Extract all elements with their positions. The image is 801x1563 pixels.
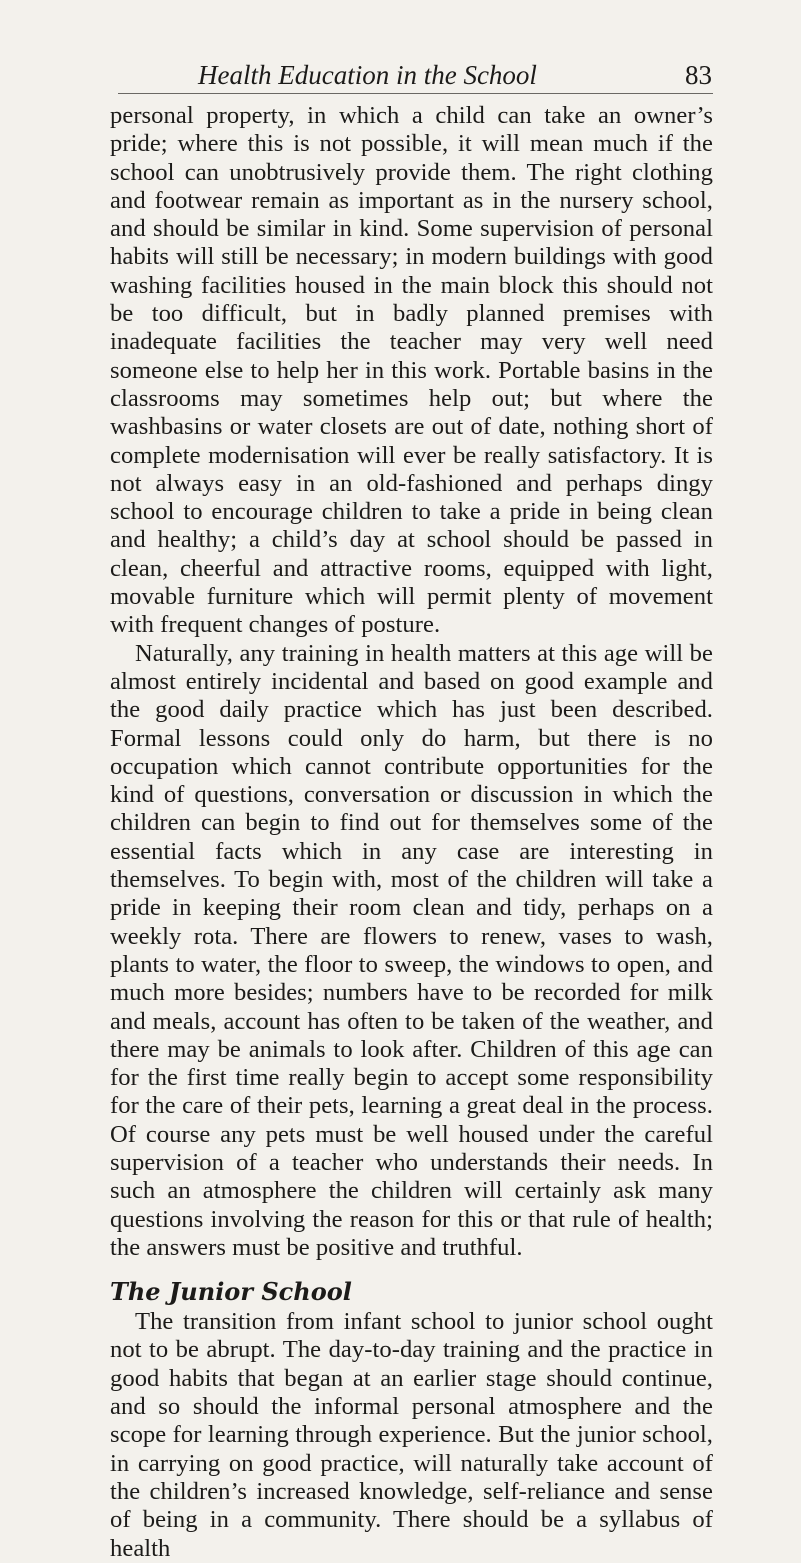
paragraph-continued: personal property, in which a child can take an owner’s pride; where this is not possible, it will mean much if the school can unobtrusively provide them. The right clothing and footwear remain as important as in the nursery school, and should be similar in kind. Some supervision of personal habits will still be necessary; in modern buildings with good washing facilities housed in the main block this should not be too difficult, but in badly planned premises with inadequate facilities the teacher may very well need someone else to help her in this work. Portable basins in the classrooms may sometimes help out; but where the washbasins or water closets are out of date, nothing short of complete modernisation will ever be really satisfactory. It is not always easy in an old-fashioned and perhaps dingy school to encourage children to take a pride in being clean and healthy; a child’s day at school should be passed in clean, cheerful and attractive rooms, equipped with light, movable furniture which will permit plenty of movement with frequent changes of posture. bbox=[110, 102, 713, 639]
running-title: Health Education in the School bbox=[198, 60, 537, 90]
paragraph-junior-school: The transition from infant school to junior school ought not to be abrupt. The day-to-day training and the practice in good habits that began at an earlier stage should continue, and so should the informal personal atmosphere and the scope for learning through experience. But the junior school, in carrying on good practice, will naturally take account of the children’s increased knowledge, self-reliance and sense of being in a community. There should be a syllabus of health bbox=[110, 1308, 713, 1562]
section-heading: The Junior School bbox=[110, 1277, 352, 1307]
body-text bbox=[110, 102, 713, 1563]
page-number: 83 bbox=[685, 60, 712, 90]
header-rule bbox=[118, 93, 713, 94]
running-header bbox=[198, 58, 712, 92]
paragraph-health-training: Naturally, any training in health matters at this age will be almost entirely incidental and based on good example and the good daily practice which has just been described. Formal lessons could only do harm, but there is no occupation which cannot contribute opportunities for the kind of questions, conversation or discussion in which the children can begin to find out for themselves some of the essential facts which in any case are interesting in themselves. To begin with, most of the children will take a pride in keeping their room clean and tidy, perhaps on a weekly rota. There are flowers to renew, vases to wash, plants to water, the floor to sweep, the windows to open, and much more besides; numbers have to be recorded for milk and meals, account has often to be taken of the weather, and there may be animals to look after. Children of this age can for the first time really begin to accept some responsibility for the care of their pets, learning a great deal in the process. Of course any pets must be well housed under the careful supervision of a teacher who understands their needs. In such an atmosphere the children will certainly ask many questions involving the reason for this or that rule of health; the answers must be positive and truthful. bbox=[110, 639, 713, 1261]
